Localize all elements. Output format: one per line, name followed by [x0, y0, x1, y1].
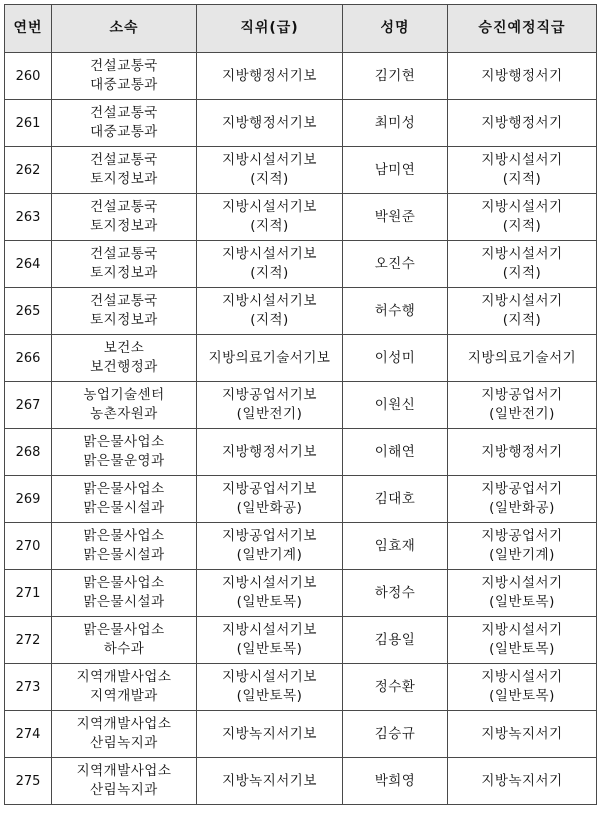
cell-position: [197, 335, 343, 382]
cell-department: [52, 100, 197, 147]
cell-name-line: 정수환: [374, 678, 416, 695]
cell-promotion-grade: [448, 711, 597, 758]
cell-number-line: 264: [15, 256, 41, 272]
cell-promotion-grade-line: 지방행정서기: [481, 114, 563, 131]
cell-position-line: 지방녹지서기보: [222, 772, 317, 789]
cell-promotion-grade: [448, 476, 597, 523]
cell-department-line: 대중교통과: [90, 77, 158, 93]
cell-promotion-grade: [448, 570, 597, 617]
cell-name-line: 박원준: [374, 208, 416, 225]
cell-position-line: 지방공업서기보: [222, 528, 317, 544]
cell-department-line: 건설교통국: [90, 58, 158, 74]
cell-department-line: 맑은물사업소: [83, 622, 165, 638]
cell-position-line: 지방공업서기보: [222, 481, 317, 497]
cell-department: [52, 241, 197, 288]
cell-position: [197, 758, 343, 805]
cell-department-line: 토지정보과: [90, 265, 158, 281]
cell-promotion-grade-line: (지적): [502, 171, 542, 187]
table-row: [5, 429, 597, 476]
cell-promotion-grade-line: (일반토목): [489, 688, 555, 704]
cell-department-line: 토지정보과: [90, 171, 158, 187]
cell-promotion-grade: [448, 335, 597, 382]
cell-department-line: 건설교통국: [90, 105, 158, 121]
cell-department-line: 맑은물사업소: [83, 575, 165, 591]
table-row: [5, 570, 597, 617]
cell-department: [52, 53, 197, 100]
cell-name: [343, 570, 448, 617]
cell-number-line: 273: [15, 679, 41, 695]
cell-name-line: 임효재: [374, 537, 416, 554]
cell-name: [343, 194, 448, 241]
cell-number: [5, 100, 52, 147]
cell-name-line: 하정수: [374, 584, 416, 601]
cell-name-line: 오진수: [374, 255, 416, 272]
cell-number: [5, 570, 52, 617]
cell-department: [52, 711, 197, 758]
cell-position: [197, 711, 343, 758]
cell-promotion-grade-line: (지적): [502, 312, 542, 328]
cell-department-line: 건설교통국: [90, 199, 158, 215]
cell-department-line: 지역개발사업소: [76, 763, 172, 779]
cell-position-line: (지적): [250, 171, 289, 187]
cell-promotion-grade-line: (일반화공): [489, 500, 555, 516]
cell-promotion-grade-line: (일반토목): [489, 594, 555, 610]
cell-promotion-grade-line: (일반토목): [489, 641, 555, 657]
cell-department-line: 지역개발사업소: [76, 669, 172, 685]
cell-position: [197, 241, 343, 288]
cell-name: [343, 335, 448, 382]
cell-promotion-grade: [448, 758, 597, 805]
table-row: [5, 617, 597, 664]
cell-number-line: 275: [15, 773, 41, 789]
cell-number: [5, 664, 52, 711]
cell-promotion-grade-line: 지방녹지서기: [481, 772, 563, 789]
cell-promotion-grade: [448, 382, 597, 429]
cell-department: [52, 664, 197, 711]
cell-name-line: 김기현: [374, 67, 416, 84]
cell-department-line: 하수과: [103, 641, 145, 657]
cell-promotion-grade-line: 지방의료기술서기: [467, 349, 577, 366]
cell-department: [52, 758, 197, 805]
cell-department-line: 건설교통국: [90, 293, 158, 309]
cell-position: [197, 194, 343, 241]
cell-number: [5, 53, 52, 100]
header-number: 연번: [5, 5, 52, 53]
cell-name-line: 남미연: [374, 161, 416, 178]
cell-position-line: (일반토목): [236, 594, 303, 610]
table-row: [5, 335, 597, 382]
table-row: [5, 382, 597, 429]
cell-position-line: 지방행정서기보: [222, 114, 317, 131]
cell-position-line: 지방의료기술서기보: [208, 349, 331, 366]
cell-position-line: (일반전기): [236, 406, 303, 422]
cell-promotion-grade: [448, 241, 597, 288]
cell-department-line: 맑은물운영과: [83, 453, 165, 469]
cell-position-line: 지방시설서기보: [222, 669, 317, 685]
cell-department-line: 산림녹지과: [90, 735, 158, 751]
cell-position-line: 지방시설서기보: [222, 246, 317, 262]
cell-number-line: 269: [15, 491, 41, 507]
cell-position: [197, 53, 343, 100]
cell-number: [5, 711, 52, 758]
cell-department-line: 맑은물사업소: [83, 481, 165, 497]
cell-name: [343, 288, 448, 335]
cell-department: [52, 288, 197, 335]
cell-number: [5, 147, 52, 194]
header-position: 직위(급): [197, 5, 343, 53]
cell-promotion-grade-line: 지방공업서기: [481, 481, 563, 497]
cell-name-line: 김승규: [374, 725, 416, 742]
cell-position-line: 지방시설서기보: [222, 152, 317, 168]
cell-department-line: 맑은물사업소: [83, 528, 165, 544]
cell-position-line: (지적): [250, 265, 289, 281]
cell-number: [5, 194, 52, 241]
cell-number-line: 272: [15, 632, 41, 648]
table-row: [5, 241, 597, 288]
cell-name-line: 이원신: [374, 396, 416, 413]
cell-promotion-grade: [448, 523, 597, 570]
cell-number-line: 267: [15, 397, 41, 413]
cell-promotion-grade: [448, 617, 597, 664]
cell-position: [197, 617, 343, 664]
cell-number-line: 266: [15, 350, 41, 366]
cell-department: [52, 570, 197, 617]
table-row: [5, 288, 597, 335]
cell-name: [343, 758, 448, 805]
cell-promotion-grade-line: 지방공업서기: [481, 528, 563, 544]
cell-name: [343, 523, 448, 570]
table-row: [5, 147, 597, 194]
cell-position: [197, 100, 343, 147]
cell-name-line: 김용일: [374, 631, 416, 648]
cell-name: [343, 53, 448, 100]
cell-number: [5, 241, 52, 288]
cell-promotion-grade-line: 지방시설서기: [481, 622, 563, 638]
cell-department: [52, 382, 197, 429]
cell-position-line: 지방행정서기보: [222, 67, 317, 84]
cell-promotion-grade: [448, 53, 597, 100]
cell-number: [5, 335, 52, 382]
cell-department: [52, 429, 197, 476]
cell-promotion-grade-line: (일반전기): [489, 406, 555, 422]
cell-position: [197, 288, 343, 335]
cell-promotion-grade-line: 지방시설서기: [481, 669, 563, 685]
table-row: [5, 664, 597, 711]
cell-promotion-grade: [448, 100, 597, 147]
cell-name: [343, 664, 448, 711]
cell-position-line: (일반기계): [236, 547, 303, 563]
cell-position-line: 지방시설서기보: [222, 199, 317, 215]
table-row: [5, 100, 597, 147]
cell-number: [5, 523, 52, 570]
cell-number-line: 270: [15, 538, 41, 554]
cell-promotion-grade-line: 지방시설서기: [481, 246, 563, 262]
cell-position: [197, 382, 343, 429]
cell-position: [197, 476, 343, 523]
cell-promotion-grade-line: 지방시설서기: [481, 575, 563, 591]
cell-name-line: 김대호: [374, 490, 416, 507]
cell-number: [5, 476, 52, 523]
cell-promotion-grade-line: 지방행정서기: [481, 443, 563, 460]
cell-number: [5, 382, 52, 429]
cell-name-line: 최미성: [374, 114, 416, 131]
cell-promotion-grade-line: 지방시설서기: [481, 199, 563, 215]
cell-position-line: (일반토목): [236, 641, 303, 657]
cell-promotion-grade: [448, 288, 597, 335]
cell-position: [197, 147, 343, 194]
table-header: [5, 5, 597, 53]
cell-name-line: 박희영: [374, 772, 416, 789]
cell-department-line: 맑은물사업소: [83, 434, 165, 450]
cell-number: [5, 288, 52, 335]
cell-department-line: 맑은물시설과: [83, 594, 165, 610]
cell-promotion-grade: [448, 194, 597, 241]
table-row: [5, 194, 597, 241]
cell-promotion-grade: [448, 147, 597, 194]
table-row: [5, 476, 597, 523]
cell-name: [343, 382, 448, 429]
cell-promotion-grade-line: (지적): [502, 265, 542, 281]
cell-number-line: 261: [15, 115, 41, 131]
cell-number: [5, 617, 52, 664]
cell-name: [343, 100, 448, 147]
cell-position-line: (일반화공): [236, 500, 303, 516]
cell-promotion-grade-line: 지방시설서기: [481, 152, 563, 168]
cell-name: [343, 617, 448, 664]
cell-position-line: 지방시설서기보: [222, 622, 317, 638]
cell-position-line: (지적): [250, 218, 289, 234]
cell-department-line: 건설교통국: [90, 246, 158, 262]
cell-department: [52, 617, 197, 664]
cell-number: [5, 758, 52, 805]
cell-promotion-grade-line: 지방공업서기: [481, 387, 563, 403]
cell-position: [197, 523, 343, 570]
cell-name-line: 이해연: [374, 443, 416, 460]
cell-number-line: 268: [15, 444, 41, 460]
cell-department-line: 맑은물시설과: [83, 547, 165, 563]
cell-department-line: 토지정보과: [90, 312, 158, 328]
cell-department: [52, 523, 197, 570]
cell-number-line: 260: [15, 68, 41, 84]
cell-name-line: 이성미: [374, 349, 416, 366]
cell-position-line: 지방시설서기보: [222, 575, 317, 591]
cell-position-line: (일반토목): [236, 688, 303, 704]
cell-department: [52, 476, 197, 523]
header-row: [5, 5, 597, 53]
cell-promotion-grade: [448, 664, 597, 711]
cell-department-line: 보건행정과: [90, 359, 158, 375]
header-promotion-grade: 승진예정직급: [448, 5, 597, 53]
cell-name: [343, 241, 448, 288]
cell-number-line: 263: [15, 209, 41, 225]
cell-promotion-grade-line: 지방시설서기: [481, 293, 563, 309]
header-name: 성명: [343, 5, 448, 53]
cell-promotion-grade-line: (일반기계): [489, 547, 555, 563]
cell-department-line: 보건소: [103, 340, 145, 356]
cell-number-line: 271: [15, 585, 41, 601]
cell-department-line: 지역개발사업소: [76, 716, 172, 732]
cell-promotion-grade-line: 지방녹지서기: [481, 725, 563, 742]
cell-department-line: 산림녹지과: [90, 782, 158, 798]
table-row: [5, 758, 597, 805]
cell-department-line: 건설교통국: [90, 152, 158, 168]
cell-position-line: 지방공업서기보: [222, 387, 317, 403]
cell-name: [343, 476, 448, 523]
cell-position: [197, 429, 343, 476]
cell-position: [197, 570, 343, 617]
table-body: [5, 53, 597, 805]
cell-position-line: 지방녹지서기보: [222, 725, 317, 742]
cell-department-line: 대중교통과: [90, 124, 158, 140]
promotion-table: [4, 4, 597, 805]
cell-promotion-grade: [448, 429, 597, 476]
cell-promotion-grade-line: (지적): [502, 218, 542, 234]
cell-position-line: 지방시설서기보: [222, 293, 317, 309]
cell-department-line: 지역개발과: [90, 688, 158, 704]
cell-department: [52, 194, 197, 241]
cell-number: [5, 429, 52, 476]
cell-number-line: 262: [15, 162, 41, 178]
cell-name: [343, 429, 448, 476]
cell-position: [197, 664, 343, 711]
cell-number-line: 265: [15, 303, 41, 319]
cell-department-line: 농업기술센터: [83, 387, 165, 403]
cell-department: [52, 147, 197, 194]
table-row: [5, 523, 597, 570]
cell-department-line: 농촌자원과: [90, 406, 158, 422]
cell-name-line: 허수행: [374, 302, 416, 319]
cell-position-line: (지적): [250, 312, 289, 328]
cell-promotion-grade-line: 지방행정서기: [481, 67, 563, 84]
table-row: [5, 53, 597, 100]
cell-position-line: 지방행정서기보: [222, 443, 317, 460]
cell-name: [343, 147, 448, 194]
cell-number-line: 274: [15, 726, 41, 742]
cell-department-line: 토지정보과: [90, 218, 158, 234]
cell-department-line: 맑은물시설과: [83, 500, 165, 516]
table-row: [5, 711, 597, 758]
header-department: 소속: [52, 5, 197, 53]
cell-department: [52, 335, 197, 382]
cell-name: [343, 711, 448, 758]
